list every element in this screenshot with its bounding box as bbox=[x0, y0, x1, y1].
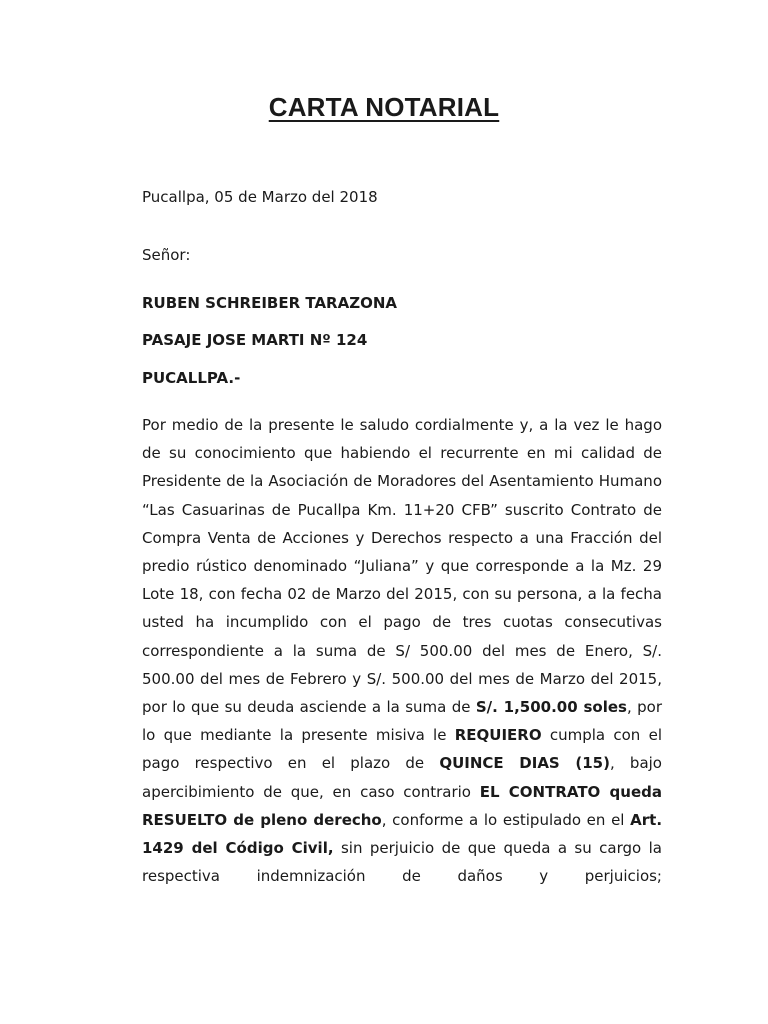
body-text-4: , bajo apercibimiento de que, en caso contrario bbox=[142, 754, 662, 801]
body-text-2: , por lo que mediante la presente misiva le bbox=[142, 698, 662, 745]
body-text-1: Por medio de la presente le saludo cordialmente y, a la vez le hago de su conocimiento que habiendo el recurrente en mi calidad de Presidente de la Asociación de Moradores del Asentamiento Humano “Las Casuarinas de Pucallpa Km. 11+20 CFB” suscrito Contrato de Compra Venta de Acciones y Derechos respecto a una Fracción del predio rústico denominado “Juliana” y que corresponde a la Mz. 29 Lote 18, con fecha 02 de Marzo del 2015, con su persona, a la fecha usted ha incumplido con el pago de tres cuotas consecutivas correspondiente a la suma de S/ 500.00 del mes de Enero, S/. 500.00 del mes de Febrero y S/. 500.00 del mes de Marzo del 2015, por lo que su deuda asciende a la suma de bbox=[142, 416, 662, 717]
letter-body bbox=[142, 411, 662, 890]
recipient-name: RUBEN SCHREIBER TARAZONA bbox=[142, 294, 398, 312]
body-text-5: , conforme a lo estipulado en el bbox=[381, 810, 631, 829]
debt-amount: S/. 1,500.00 soles bbox=[475, 698, 627, 717]
salutation: Señor: bbox=[142, 246, 191, 264]
recipient-address: PASAJE JOSE MARTI Nº 124 bbox=[142, 331, 368, 349]
body-text-6: sin perjuicio de que queda a su cargo la respectiva indemnización de daños y perjuicios; bbox=[142, 839, 662, 886]
document-title: CARTA NOTARIAL bbox=[268, 92, 500, 122]
payment-deadline: QUINCE DIAS (15) bbox=[439, 754, 610, 773]
body-text-3: cumpla con el pago respectivo en el plazo de bbox=[142, 726, 662, 773]
requiero-text: REQUIERO bbox=[454, 726, 542, 745]
civil-code-article: Art. 1429 del Código Civil, bbox=[142, 810, 663, 858]
recipient-city: PUCALLPA.- bbox=[142, 369, 241, 387]
contract-resolution: EL CONTRATO queda RESUELTO de pleno derecho bbox=[142, 782, 662, 829]
date-line: Pucallpa, 05 de Marzo del 2018 bbox=[142, 188, 378, 206]
